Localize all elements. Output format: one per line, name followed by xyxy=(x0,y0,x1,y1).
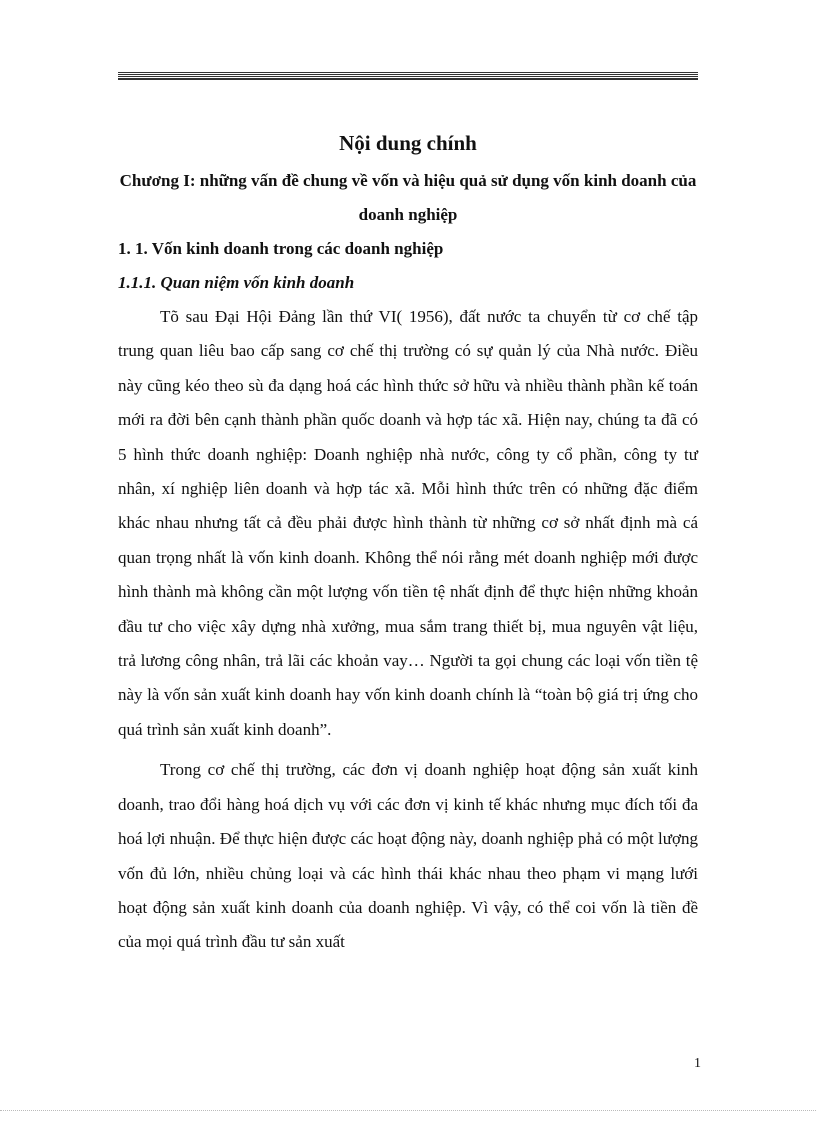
page-number: 1 xyxy=(694,1056,701,1071)
paragraph: Trong cơ chế thị trường, các đơn vị doanh nghiệp hoạt động sản xuất kinh doanh, trao đổi hàng hoá dịch vụ với các đơn vị kinh tế khác nhưng mục đích tối đa hoá lợi nhuận. Để thực hiện được các hoạt động này, doanh nghiệp phả có một lượng vốn đủ lớn, nhiều chủng loại và các hình thái khác nhau theo phạm vi mạng lưới hoạt động sản xuất kinh doanh của doanh nghiệp. Vì vậy, có thể coi vốn là tiền đề của mọi quá trình đầu tư sản xuất xyxy=(118,760,698,952)
header-rule xyxy=(118,72,698,80)
page-title: Nội dung chính xyxy=(339,131,477,155)
chapter-heading: Chương I: những vấn đề chung về vốn và hiệu quả sử dụng vốn kinh doanh của doanh nghiệp xyxy=(119,171,697,224)
section-heading: 1. 1. Vốn kinh doanh trong các doanh nghiệp xyxy=(118,239,444,258)
subsection-heading: 1.1.1. Quan niệm vốn kinh doanh xyxy=(118,273,355,292)
page-content xyxy=(118,128,698,960)
footer-rule xyxy=(0,1110,816,1111)
paragraph: Tõ sau Đại Hội Đảng lần thứ VI( 1956), đất nước ta chuyển từ cơ chế tập trung quan liêu bao cấp sang cơ chế thị trường có sự quản lý của Nhà nước. Điều này cũng kéo theo sù đa dạng hoá các hình thức sở hữu và nhiều thành phần kế toán mới ra đời bên cạnh thành phần quốc doanh và hợp tác xã. Hiện nay, chúng ta đã có 5 hình thức doanh nghiệp: Doanh nghiệp nhà nước, công ty cổ phần, công ty tư nhân, xí nghiệp liên doanh và hợp tác xã. Mỗi hình thức trên có những đặc điểm khác nhau nhưng tất cả đều phải được hình thành từ những cơ sở nhất định mà cá quan trọng nhất là vốn kinh doanh. Không thể nói rằng mét doanh nghiệp mới được hình thành mà không cần một lượng vốn tiền tệ nhất định để thực hiện những khoản đầu tư cho việc xây dựng nhà xưởng, mua sắm trang thiết bị, mua nguyên vật liệu, trả lương công nhân, trả lãi các khoản vay… Người ta gọi chung các loại vốn tiền tệ này là vốn sản xuất kinh doanh hay vốn kinh doanh chính là “toàn bộ giá trị ứng cho quá trình sản xuất kinh doanh”. xyxy=(118,307,698,739)
